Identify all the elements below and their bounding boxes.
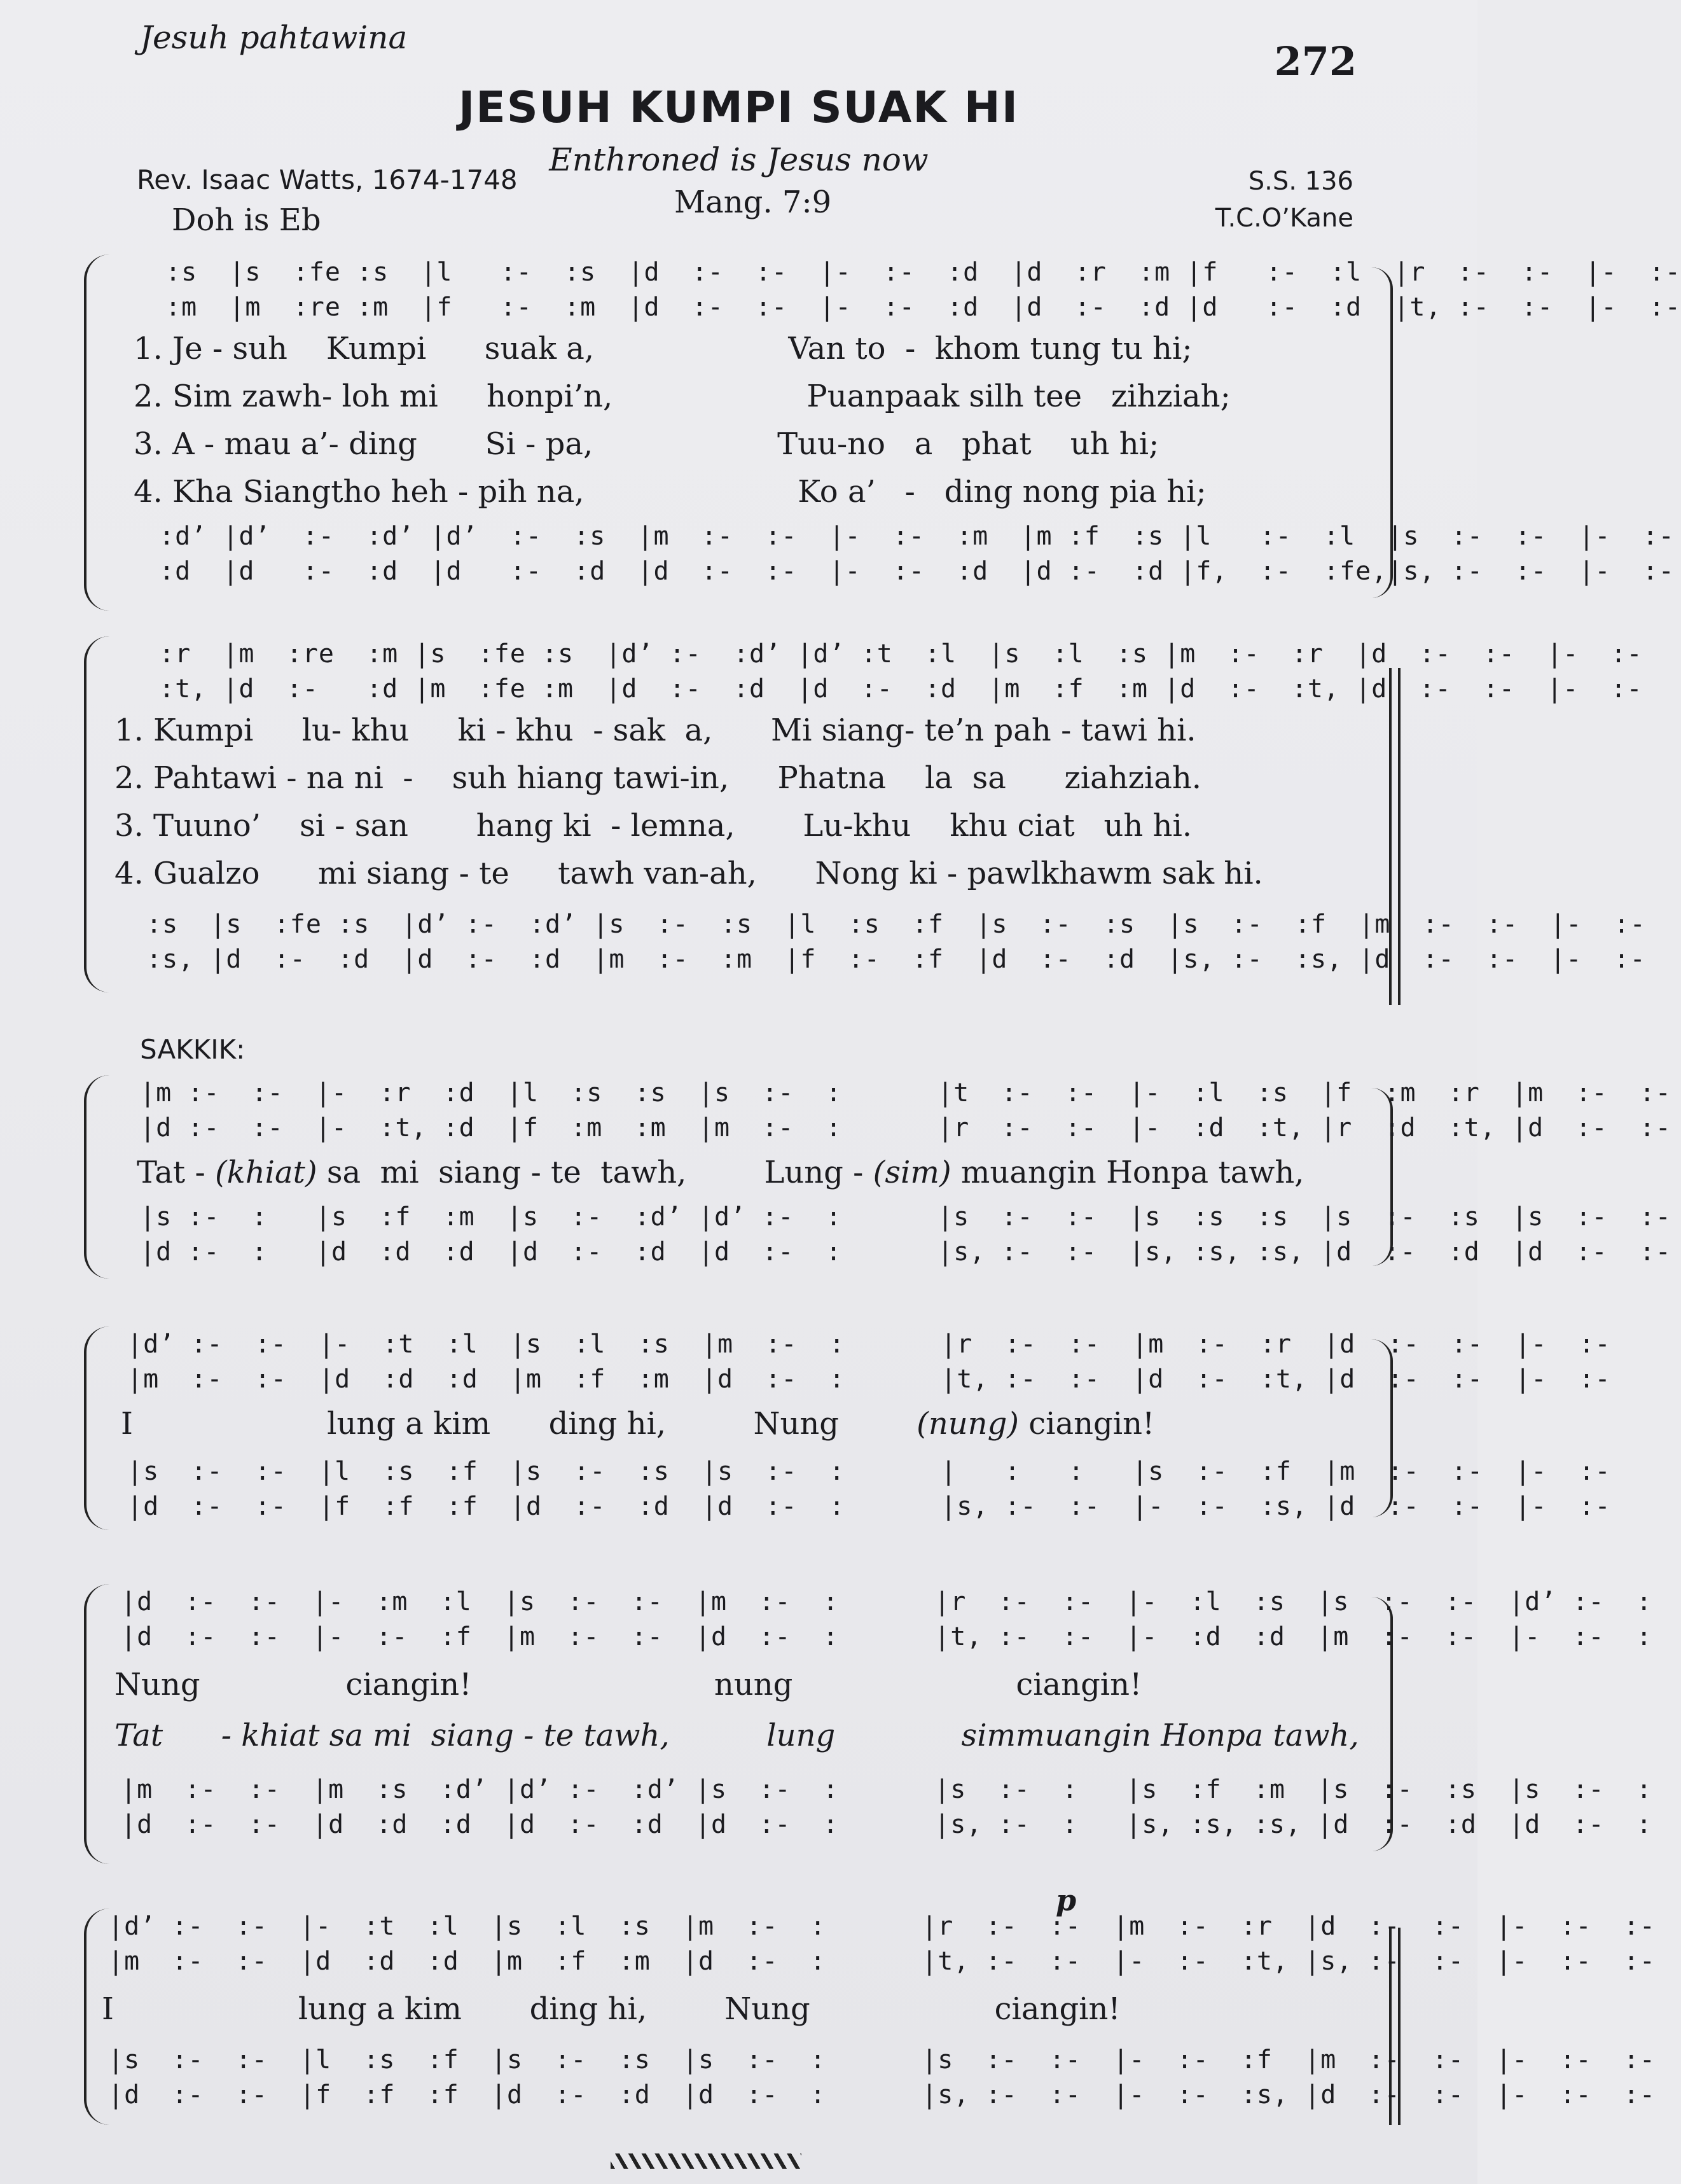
lyric-verse-3: 3. Tuuno’ si - san hang ki - lemna, Lu-khu khu ciat uh hi.: [114, 808, 1193, 844]
notes-tenor: :d’ |d’ :- :d’ |d’ :- :s |m :- :- |- :- :m |m :f :s |l :- :l |s :- :- |- :-: [159, 522, 1675, 551]
chorus-label: SAKKIK:: [140, 1034, 246, 1065]
system-brace: [84, 254, 112, 611]
song-title: JESUH KUMPI SUAK HI: [458, 83, 1020, 133]
key-signature: Doh is Eb: [172, 202, 321, 238]
tune-ref: S.S. 136: [1248, 167, 1353, 196]
chorus-lyric: [121, 1406, 1154, 1442]
notes-tenor: |s :- : |s :f :m |s :- :d’ |d’ :- : |s :- :- |s :s :s |s :- :s |s :- :-: [140, 1202, 1671, 1232]
notes-bass: :d |d :- :d |d :- :d |d :- :- |- :- :d |d :- :d |f, :- :fe,|s, :- :- |- :-: [159, 557, 1675, 586]
lyric-verse-2: 2. Pahtawi - na ni - suh hiang tawi-in, Phatna la sa ziahziah.: [114, 760, 1202, 796]
system-brace: [84, 1584, 112, 1864]
music-system-2: [95, 636, 1646, 1012]
notes-alto: |m :- :- |d :d :d |m :f :m |d :- : |t, :- :- |d :- :t, |d :- :- |- :-: [127, 1365, 1611, 1394]
notes-bass: |d :- :- |d :d :d |d :- :d |d :- : |s, :- : |s, :s, :s, |d :- :d |d :- :: [121, 1810, 1652, 1839]
page-number: 272: [1274, 38, 1357, 85]
notes-soprano: |m :- :- |- :r :d |l :s :s |s :- : |t :- :- |- :l :s |f :m :r |m :- :-: [140, 1078, 1671, 1108]
chorus-lyric: I lung a kim ding hi, Nung ciangin!: [102, 1991, 1121, 2027]
music-system-4: [95, 1326, 1611, 1536]
chorus-lyric: [137, 1155, 1304, 1190]
notes-bass: |d :- : |d :d :d |d :- :d |d :- : |s, :- :- |s, :s, :s, |d :- :d |d :- :-: [140, 1237, 1671, 1267]
lyric-verse-1: 1. Kumpi lu- khu ki - khu - sak a, Mi siang- te’n pah - tawi hi.: [114, 713, 1196, 748]
section-header: Jesuh pahtawina: [140, 19, 408, 56]
lyric-verse-4: 4. Kha Siangtho heh - pih na, Ko a’ - ding nong pia hi;: [134, 474, 1207, 510]
notes-tenor: |m :- :- |m :s :d’ |d’ :- :d’ |s :- : |s :- : |s :f :m |s :- :s |s :- :: [121, 1775, 1652, 1804]
notes-soprano: |d’ :- :- |- :t :l |s :l :s |m :- : |r :- :- |m :- :r |d :- :- |- :-: [127, 1330, 1611, 1359]
chorus-lyric-italic: Tat - khiat sa mi siang - te tawh, lung simmuangin Honpa tawh,: [114, 1718, 1359, 1753]
song-subtitle: Enthroned is Jesus now: [549, 141, 929, 178]
lyric-verse-4: 4. Gualzo mi siang - te tawh van-ah, Nong ki - pawlkhawm sak hi.: [114, 856, 1263, 891]
lyric-part: I lung a kim ding hi, Nung: [121, 1406, 917, 1442]
lyric-verse-2: 2. Sim zawh- loh mi honpi’n, Puanpaak silh tee zihziah;: [134, 379, 1231, 414]
lyric-verse-3: 3. A - mau a’- ding Si - pa, Tuu-no a phat uh hi;: [134, 426, 1159, 462]
notes-alto: |d :- :- |- :t, :d |f :m :m |m :- : |r :- :- |- :d :t, |r :d :t, |d :- :-: [140, 1113, 1671, 1143]
page-ornament: [611, 2153, 801, 2169]
lyric-verse-1: 1. Je - suh Kumpi suak a, Van to - khom tung tu hi;: [134, 331, 1193, 366]
notes-bass: :s, |d :- :d |d :- :d |m :- :m |f :- :f |d :- :d |s, :- :s, |d :- :- |- :-: [146, 945, 1646, 974]
music-system-3: [95, 1075, 1671, 1285]
notes-tenor: |s :- :- |l :s :f |s :- :s |s :- : | : : |s :- :f |m :- :- |- :-: [127, 1457, 1611, 1486]
composer: T.C.O’Kane: [1215, 204, 1353, 233]
music-system-6: [95, 1909, 1656, 2131]
notes-soprano: |d :- :- |- :m :l |s :- :- |m :- : |r :- :- |- :l :s |s :- :- |d’ :- :: [121, 1587, 1652, 1617]
notes-alto: :t, |d :- :d |m :fe :m |d :- :d |d :- :d |m :f :m |d :- :t, |d :- :- |- :-: [159, 674, 1643, 704]
lyric-part-italic: (khiat): [214, 1155, 317, 1190]
notes-soprano: |d’ :- :- |- :t :l |s :l :s |m :- : |r :- :- |m :- :r |d :- :- |- :- :-: [108, 1912, 1656, 1941]
system-brace: [84, 636, 112, 992]
notes-alto: |m :- :- |d :d :d |m :f :m |d :- : |t, :- :- |- :- :t, |s, :- :- |- :- :-: [108, 1947, 1656, 1976]
notes-bass: |d :- :- |f :f :f |d :- :d |d :- : |s, :- :- |- :- :s, |d :- :- |- :- :-: [108, 2080, 1656, 2110]
notes-alto: :m |m :re :m |f :- :m |d :- :- |- :- :d |d :- :d |d :- :d |t, :- :- |- :-: [165, 293, 1681, 322]
chorus-lyric: Nung ciangin! nung ciangin!: [114, 1667, 1142, 1702]
lyric-part: muangin Honpa tawh,: [951, 1155, 1304, 1190]
notes-tenor: |s :- :- |l :s :f |s :- :s |s :- : |s :- :- |- :- :f |m :- :- |- :- :-: [108, 2045, 1656, 2075]
dynamic-piano: p: [1056, 1883, 1077, 1917]
lyric-part-italic: (nung): [917, 1406, 1020, 1442]
music-system-1: [95, 254, 1681, 623]
author: Rev. Isaac Watts, 1674-1748: [137, 164, 518, 195]
system-brace: [84, 1326, 112, 1530]
scripture-ref: Mang. 7:9: [674, 184, 832, 220]
system-brace: [84, 1075, 112, 1279]
notes-tenor: :s |s :fe :s |d’ :- :d’ |s :- :s |l :s :f |s :- :s |s :- :f |m :- :- |- :-: [146, 910, 1646, 939]
notes-soprano: :r |m :re :m |s :fe :s |d’ :- :d’ |d’ :t :l |s :l :s |m :- :r |d :- :- |- :-: [159, 639, 1643, 669]
music-system-5: [95, 1584, 1652, 1870]
lyric-part: Tat -: [137, 1155, 215, 1190]
notes-soprano: :s |s :fe :s |l :- :s |d :- :- |- :- :d |d :r :m |f :- :l |r :- :- |- :-: [165, 258, 1681, 287]
lyric-part: ciangin!: [1019, 1406, 1155, 1442]
lyric-part: sa mi siang - te tawh, Lung -: [317, 1155, 873, 1190]
notes-alto: |d :- :- |- :- :f |m :- :- |d :- : |t, :- :- |- :d :d |m :- :- |- :- :: [121, 1622, 1652, 1652]
lyric-part-italic: (sim): [873, 1155, 951, 1190]
notes-bass: |d :- :- |f :f :f |d :- :d |d :- : |s, :- :- |- :- :s, |d :- :- |- :-: [127, 1492, 1611, 1521]
